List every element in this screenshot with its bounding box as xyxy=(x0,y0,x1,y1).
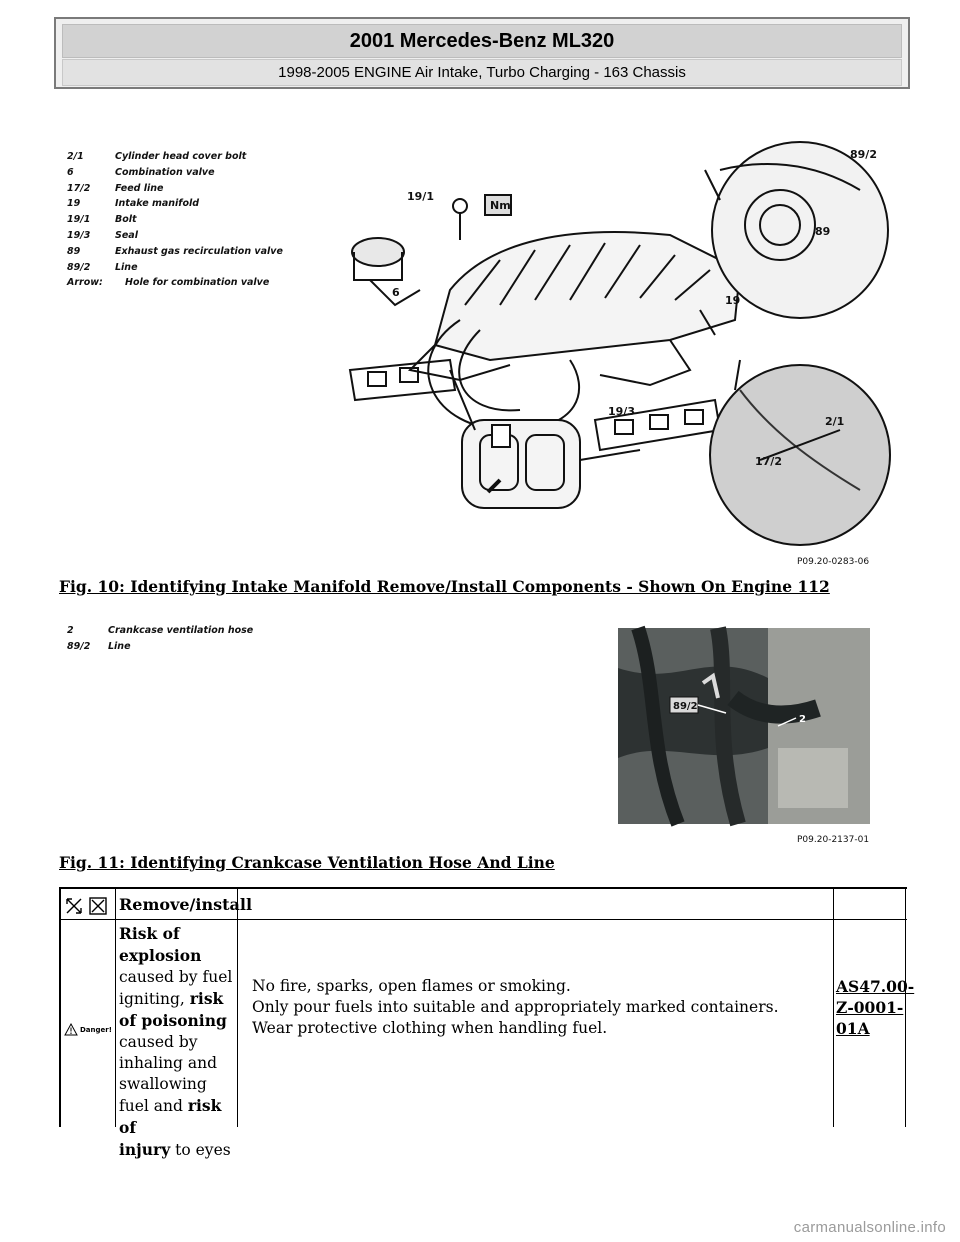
legend-item xyxy=(67,149,283,165)
callout-89-2: 89/2 xyxy=(850,148,877,161)
legend-item xyxy=(67,623,253,639)
reference-line[interactable]: AS47.00- xyxy=(836,977,915,996)
instruction-line: No fire, sparks, open flames or smoking. xyxy=(252,977,571,995)
callout-6: 6 xyxy=(392,286,400,299)
legend-key: 19/3 xyxy=(67,229,91,241)
legend-text: Bolt xyxy=(115,214,137,226)
crankcase-ventilation-photo xyxy=(618,628,870,824)
table-header-remove-install: Remove/install xyxy=(119,895,253,914)
intake-manifold-illustration xyxy=(340,130,900,550)
legend-text: Line xyxy=(108,640,131,652)
legend-text: Cylinder head cover bolt xyxy=(115,151,247,162)
legend-item xyxy=(67,275,283,291)
figure-11-caption: Fig. 11: Identifying Crankcase Ventilation Hose And Line xyxy=(59,853,555,872)
warning-line: Risk of xyxy=(119,924,180,943)
callout-89: 89 xyxy=(815,225,831,238)
warning-line: injury to eyes xyxy=(119,1140,231,1159)
legend-key: 2 xyxy=(67,625,74,636)
warning-line: of poisoning xyxy=(119,1011,227,1030)
reference-link[interactable] xyxy=(836,976,914,1039)
legend-text: Crankcase ventilation hose xyxy=(108,625,254,636)
warning-line: inhaling and xyxy=(119,1054,218,1072)
warning-line: caused by xyxy=(119,1033,198,1051)
legend-text: Line xyxy=(115,261,138,273)
warning-line: fuel and risk of xyxy=(119,1096,222,1137)
instruction-line: Only pour fuels into suitable and appropriately marked containers. xyxy=(252,998,779,1016)
document-title: 2001 Mercedes-Benz ML320 xyxy=(62,24,902,58)
warning-line: swallowing xyxy=(119,1075,207,1093)
figure-10-caption: Fig. 10: Identifying Intake Manifold Remove/Install Components - Shown On Engine 112 xyxy=(59,577,830,596)
figure-10-code: P09.20-0283-06 xyxy=(797,557,870,567)
callout-89-2: 89/2 xyxy=(673,701,698,712)
legend-item xyxy=(67,260,283,276)
table-icons xyxy=(65,897,111,919)
reference-line[interactable]: Z-0001- xyxy=(836,998,904,1017)
instruction-line: Wear protective clothing when handling fuel. xyxy=(252,1019,608,1037)
legend-text: Exhaust gas recirculation valve xyxy=(115,245,283,257)
remove-install-table xyxy=(59,887,915,1159)
legend-text: Hole for combination valve xyxy=(125,277,270,289)
legend-text: Combination valve xyxy=(115,166,215,178)
figure-11-legend xyxy=(67,623,253,655)
legend-key: 19 xyxy=(67,198,81,210)
warning-line: explosion xyxy=(119,946,202,965)
callout-17-2: 17/2 xyxy=(755,455,782,468)
callout-19: 19 xyxy=(725,294,741,307)
callout-nm: Nm xyxy=(490,199,511,212)
legend-key: 2/1 xyxy=(67,151,84,162)
callout-2: 2 xyxy=(799,714,806,725)
figure-10-legend xyxy=(67,149,283,291)
legend-item xyxy=(67,196,283,212)
danger-icon xyxy=(64,1023,112,1036)
legend-item xyxy=(67,165,283,181)
legend-key: 19/1 xyxy=(67,214,91,226)
legend-item xyxy=(67,244,283,260)
legend-key: 89 xyxy=(67,245,81,257)
legend-item xyxy=(67,228,283,244)
warning-text xyxy=(119,923,237,1161)
legend-text: Intake manifold xyxy=(115,198,200,210)
instruction-text xyxy=(252,976,779,1039)
legend-item xyxy=(67,181,283,197)
legend-key: Arrow: xyxy=(67,277,103,289)
legend-key: 17/2 xyxy=(67,182,91,194)
legend-key: 89/2 xyxy=(67,261,91,273)
reference-line[interactable]: 01A xyxy=(836,1019,870,1038)
warning-line: caused by fuel xyxy=(119,968,233,986)
document-subtitle: 1998-2005 ENGINE Air Intake, Turbo Charging - 163 Chassis xyxy=(62,59,902,86)
figure-11-code: P09.20-2137-01 xyxy=(797,835,870,845)
legend-text: Seal xyxy=(115,229,138,241)
legend-item xyxy=(67,639,253,655)
danger-label: Danger! xyxy=(80,1025,112,1034)
callout-2-1: 2/1 xyxy=(825,415,845,428)
legend-item xyxy=(67,212,283,228)
warning-line: igniting, risk xyxy=(119,989,224,1008)
document-header xyxy=(54,17,910,89)
legend-key: 6 xyxy=(67,166,74,178)
callout-19-1: 19/1 xyxy=(407,190,434,203)
legend-key: 89/2 xyxy=(67,640,91,652)
legend-text: Feed line xyxy=(115,182,164,194)
callout-19-3: 19/3 xyxy=(608,405,635,418)
watermark: carmanualsonline.info xyxy=(793,1219,946,1236)
expand-collapse-icon[interactable] xyxy=(65,897,111,915)
